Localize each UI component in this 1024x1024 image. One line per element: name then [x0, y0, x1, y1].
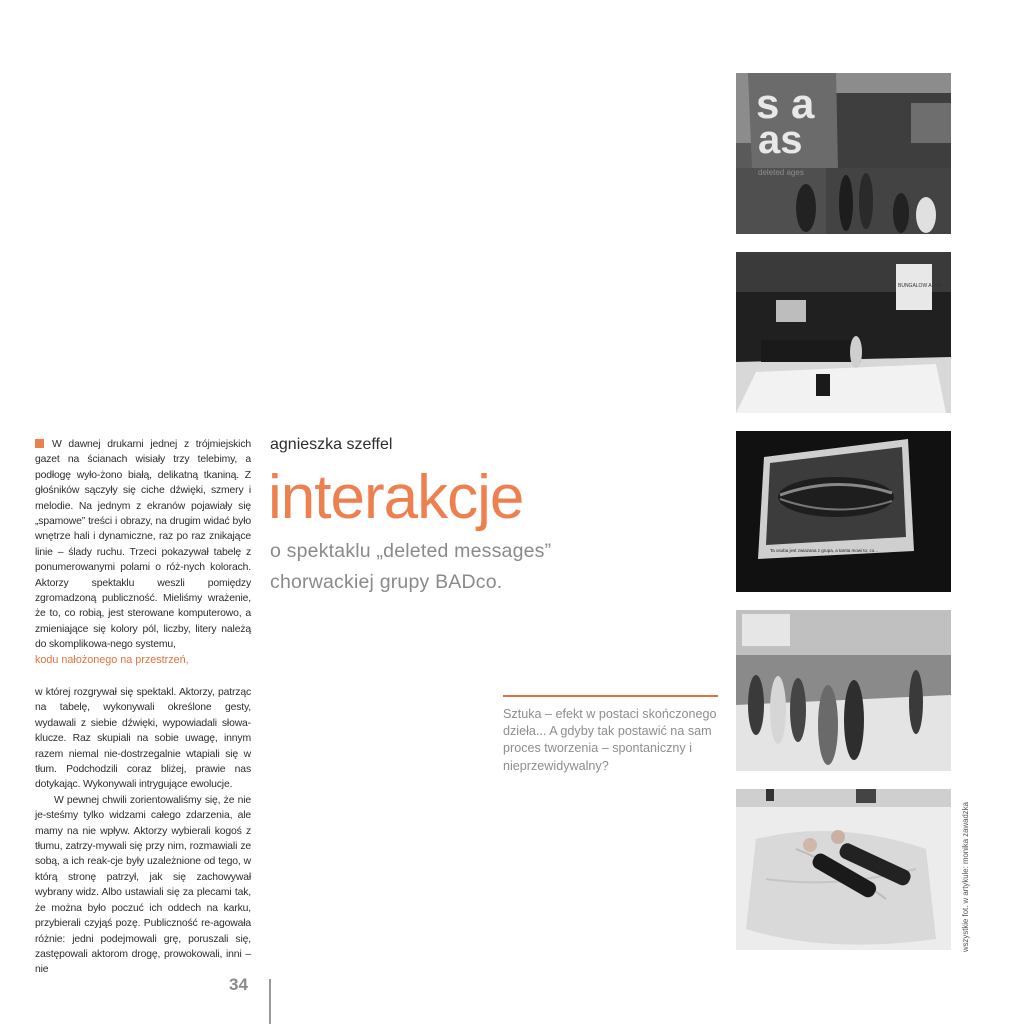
photo-screen-eye [736, 431, 951, 592]
paragraph-2: w której rozgrywał się spektakl. Aktorzy, patrząc na tabelę, wykonywali określone gesty, wydawali z siebie dźwięki, wypowiadali słowa-klucze. Raz skupiali na sobie uwagę, innym razem niemal nie-dostrzegalnie wtapiali się w tłum. Podchodzili coraz bliżej, prawie nas dotykając. Wykonywali intrygujące ewolucje. [35, 687, 251, 791]
article-title: interakcje [268, 463, 524, 532]
lead-in-highlight: kodu nałożonego na przestrzeń, [35, 654, 189, 666]
subtitle-line-2: chorwackiej grupy BADco. [270, 571, 503, 593]
pull-quote: Sztuka – efekt w postaci skończonego dzieła... A gdyby tak postawić na sam proces tworzenia – spontaniczny i nieprzewidywalny? [503, 707, 717, 773]
pull-quote-rule [503, 695, 718, 697]
hall-sign-text: BUNGALOW AREA [898, 283, 942, 289]
article-subtitle [270, 536, 551, 598]
banner-letters-bottom: as [758, 118, 803, 162]
photo-banner [736, 73, 951, 234]
paragraph-1-text: W dawnej drukarni jednej z trójmiejskich gazet na ścianach wisiały trzy telebimy, a podłogę wyło-żono białą, delikatną tkaniną. Z głośników sączyły się ciche dźwięki, szmery i melodie. Na jednym z ekranów pojawiały się „spamowe” treści i obrazy, na drugim widać było wnętrze hali i dynamiczne, raz po raz znikające linie – ślady ruchu. Trzeci pokazywał tabelę z ponumerowanymi polami o róż-nych kolorach. Aktorzy spektaklu weszli pomiędzy zgromadzoną publiczność. Mieliśmy wrażenie, że to, co robią, jest sterowane komputerowo, a zmieniające się kolory pól, liczby, litery należą do skomplikowa-nego systemu, [35, 439, 251, 651]
body-column-bottom [35, 685, 251, 978]
page-number: 34 [229, 975, 248, 994]
paragraph-1 [35, 437, 251, 653]
subtitle-line-1: o spektaklu „deleted messages” [270, 540, 552, 562]
body-column-top [35, 437, 251, 653]
section-marker-square [35, 439, 44, 448]
photo-hall [736, 252, 951, 413]
photo-crowd [736, 610, 951, 771]
author-name: agnieszka szeffel [270, 436, 393, 453]
page-number-divider [269, 979, 271, 1024]
screen-caption: Ta osoba jest zwiazana z grupa, a tamta mowi to, co... [770, 548, 879, 553]
photo-credit-text: wszystkie fot. w artykule: monika zawadzka [961, 802, 970, 952]
photo-performers-floor [736, 789, 951, 950]
photo-credit [951, 802, 970, 952]
banner-letters-top: s a [756, 80, 815, 127]
paragraph-3: W pewnej chwili zorientowaliśmy się, że nie je-steśmy tylko widzami całego zdarzenia, ale mamy na nie wpływ. Aktorzy wybierali kogoś z tłumu, zatrzy-mywali się przy nim, rozmawiali ze sobą, a ich reak-cje były uzależnione od tego, w którą stronę patrzył, jak się zachowywał wybrany widz. Albo ustawiali się za plecami tak, że można było poczuć ich oddech na karku, przybierali czyjąś pozę. Publiczność re-agowała różnie: jedni podejmowali grę, poruszali się, zastępowali aktorom drogę, prowokowali, inni – nie [35, 794, 251, 976]
